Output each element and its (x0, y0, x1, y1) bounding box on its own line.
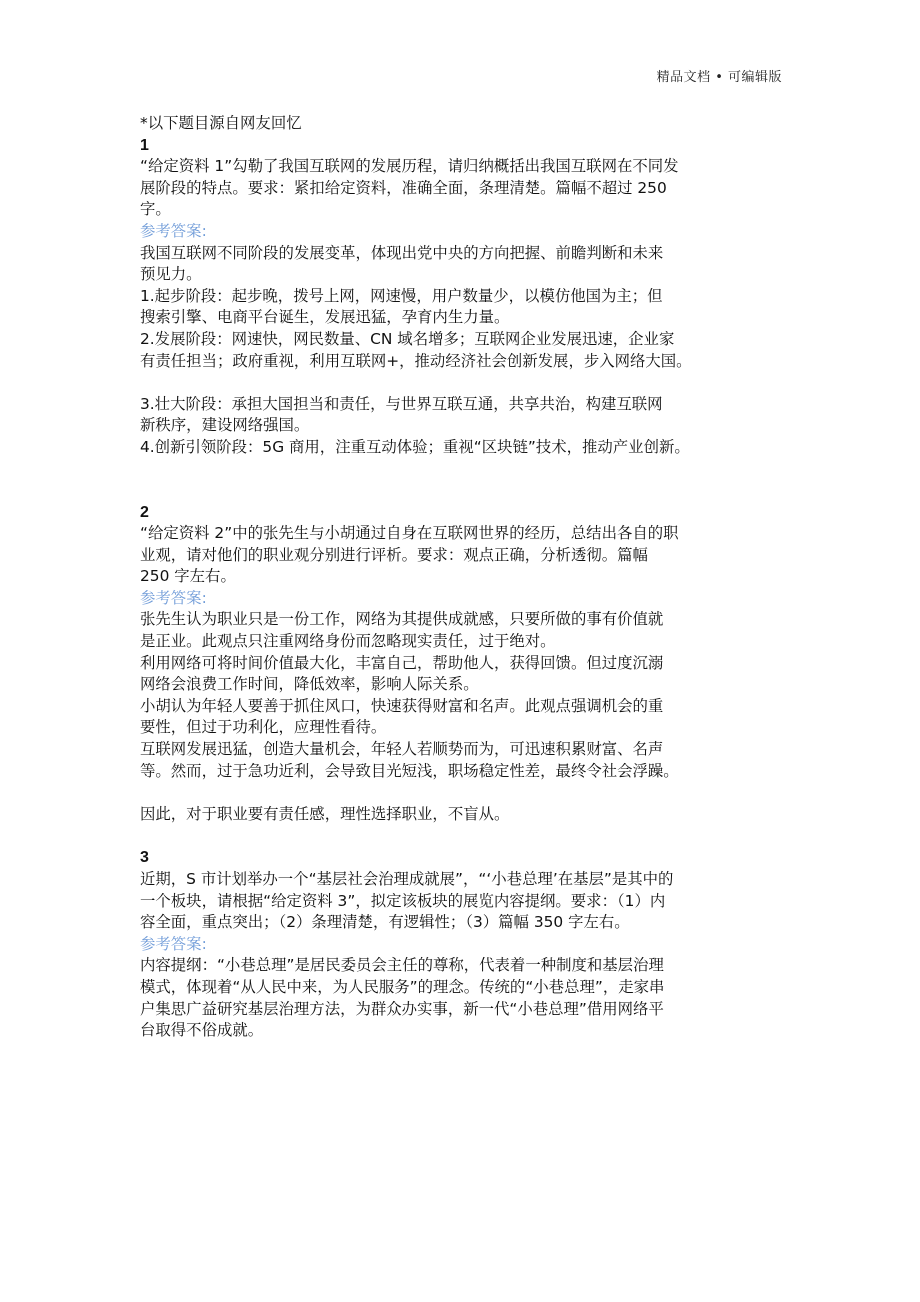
answer-line: 等。然而，过于急功近利，会导致目光短浅，职场稳定性差，最终令社会浮躁。 (140, 761, 679, 780)
prompt-line: 250 字左右。 (140, 567, 236, 586)
answer-line: 模式，体现着“从人民中来，为人民服务”的理念。传统的“小巷总理”，走家串 (140, 977, 665, 996)
answer-body (140, 955, 796, 1041)
question-3 (140, 847, 796, 1041)
blank-line (140, 372, 796, 394)
answer-line: 利用网络可将时间价值最大化，丰富自己，帮助他人，获得回馈。但过度沉溺 (140, 653, 664, 672)
answer-line: 网络会浪费工作时间，降低效率，影响人际关系。 (140, 675, 479, 694)
prompt-line: 一个板块，请根据“给定资料 3”，拟定该板块的展览内容提纲。要求：（1）内 (140, 891, 666, 910)
answer-line: 内容提纲：“小巷总理”是居民委员会主任的尊称，代表着一种制度和基层治理 (140, 956, 664, 975)
prompt-line: 字。 (140, 200, 171, 219)
document-body (140, 113, 796, 1042)
question-1 (140, 135, 796, 459)
prompt-line: 近期，S 市计划举办一个“基层社会治理成就展”，“‘小巷总理’在基层”是其中的 (140, 870, 674, 888)
answer-line: 是正业。此观点只注重网络身份而忽略现实责任，过于绝对。 (140, 632, 556, 651)
answer-line: 搜索引擎、电商平台诞生，发展迅猛，孕育内生力量。 (140, 308, 510, 327)
prompt-line: 容全面，重点突出；（2）条理清楚，有逻辑性；（3）篇幅 350 字左右。 (140, 913, 630, 932)
question-number: 2 (140, 503, 149, 521)
answer-line: 有责任担当；政府重视，利用互联网+，推动经济社会创新发展，步入网络大国。 (140, 351, 692, 370)
question-prompt (140, 523, 796, 588)
answer-line: 互联网发展迅猛，创造大量机会，年轻人若顺势而为，可迅速积累财富、名声 (140, 740, 664, 759)
answer-line: 1.起步阶段：起步晚，拨号上网，网速慢，用户数量少，以模仿他国为主；但 (140, 286, 663, 305)
question-prompt (140, 156, 796, 221)
answer-line: 要性，但过于功利化，应理性看待。 (140, 718, 387, 737)
answer-line: 小胡认为年轻人要善于抓住风口，快速获得财富和名声。此观点强调机会的重 (140, 696, 664, 715)
source-note: *以下题目源自网友回忆 (140, 114, 302, 132)
question-prompt (140, 869, 796, 934)
answer-line: 户集思广益研究基层治理方法，为群众办实事，新一代“小巷总理”借用网络平 (140, 999, 664, 1018)
question-number: 3 (140, 849, 149, 867)
question-number: 1 (140, 136, 149, 154)
answer-line: 2.发展阶段：网速快，网民数量、CN 域名增多；互联网企业发展迅速，企业家 (140, 329, 675, 348)
blank-line (140, 782, 796, 804)
answer-line: 台取得不俗成就。 (140, 1021, 264, 1040)
section-spacer (140, 459, 796, 502)
answer-body (140, 243, 796, 459)
answer-body (140, 609, 796, 825)
answer-line: 新秩序，建设网络强国。 (140, 416, 310, 435)
answer-label: 参考答案: (140, 588, 207, 607)
question-2 (140, 502, 796, 826)
prompt-line: 展阶段的特点。要求：紧扣给定资料，准确全面，条理清楚。篇幅不超过 250 (140, 178, 667, 197)
page-header: 精品文档 • 可编辑版 (656, 70, 782, 85)
prompt-line: 业观，请对他们的职业观分别进行评析。要求：观点正确，分析透彻。篇幅 (140, 545, 648, 564)
answer-line: 4.创新引领阶段：5G 商用，注重互动体验；重视“区块链”技术，推动产业创新。 (140, 437, 690, 456)
prompt-line: “给定资料 2”中的张先生与小胡通过自身在互联网世界的经历，总结出各自的职 (140, 524, 679, 543)
answer-line: 预见力。 (140, 265, 202, 284)
prompt-line: “给定资料 1”勾勒了我国互联网的发展历程，请归纳概括出我国互联网在不同发 (140, 157, 679, 176)
section-spacer (140, 825, 796, 847)
answer-line: 我国互联网不同阶段的发展变革，体现出党中央的方向把握、前瞻判断和未来 (140, 243, 664, 262)
answer-label: 参考答案: (140, 934, 207, 953)
answer-line: 张先生认为职业只是一份工作，网络为其提供成就感，只要所做的事有价值就 (140, 610, 664, 629)
answer-label: 参考答案: (140, 221, 207, 240)
answer-line: 3.壮大阶段：承担大国担当和责任，与世界互联互通，共享共治，构建互联网 (140, 394, 663, 413)
answer-line: 因此，对于职业要有责任感，理性选择职业，不盲从。 (140, 804, 510, 823)
